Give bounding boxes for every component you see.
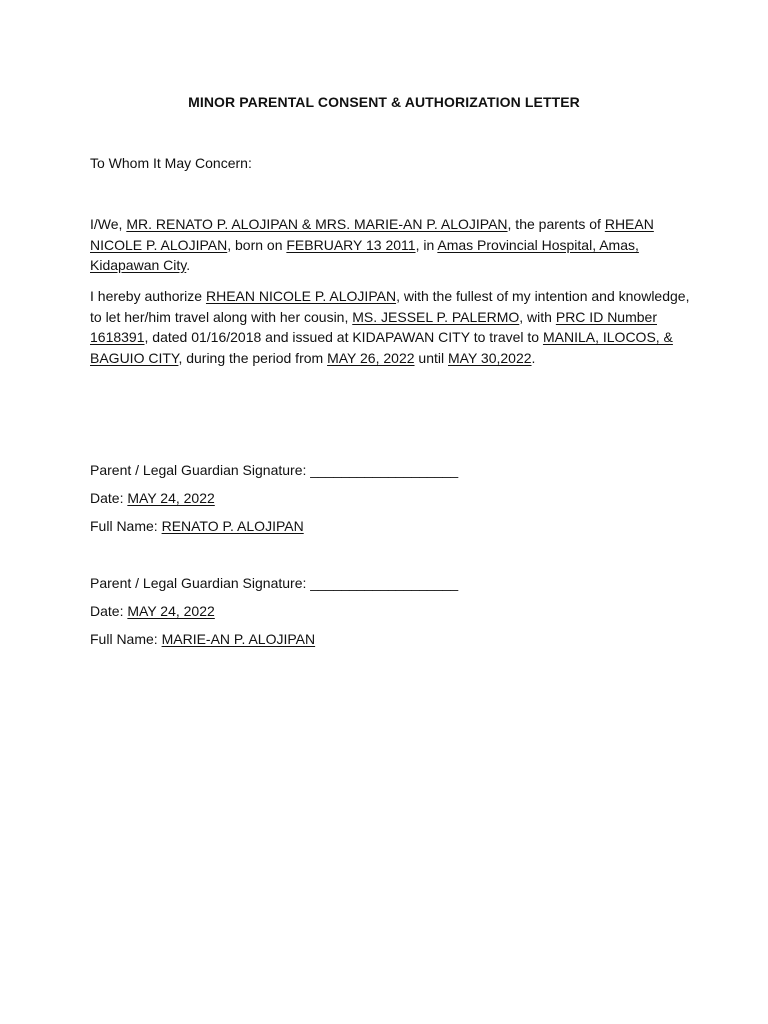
full-name-label: Full Name:: [90, 631, 162, 647]
paragraph-authorization: [90, 286, 690, 368]
signature-name-row: [90, 517, 690, 535]
prc-id: PRC ID Number 1618391: [90, 308, 657, 345]
p2-text5: until: [414, 349, 448, 366]
p2-text2: , with: [519, 308, 556, 325]
date-value: MAY 24, 2022: [127, 603, 215, 619]
p1-end: .: [186, 257, 191, 273]
birthplace: Amas Provincial Hospital, Amas, Kidapawan City: [90, 236, 639, 273]
parents-names: MR. RENATO P. ALOJIPAN & MRS. MARIE-AN P. ALOJIPAN: [126, 216, 508, 232]
signature-line: Parent / Legal Guardian Signature: ___________________: [90, 462, 459, 478]
child-name: RHEAN NICOLE P. ALOJIPAN: [205, 288, 397, 304]
full-name-value: MARIE-AN P. ALOJIPAN: [161, 631, 316, 647]
signature-name-row: [90, 630, 690, 648]
date-from: MAY 26, 2022: [327, 349, 415, 366]
date-to: MAY 30,2022: [447, 349, 532, 366]
document-title: MINOR PARENTAL CONSENT & AUTHORIZATION LETTER: [188, 94, 580, 110]
p1-prefix: I/We,: [90, 216, 127, 232]
birthdate: FEBRUARY 13 2011: [286, 236, 416, 253]
child-name: RHEAN NICOLE P. ALOJIPAN: [90, 216, 654, 253]
date-value: MAY 24, 2022: [127, 490, 215, 506]
companion-name: MS. JESSEL P. PALERMO: [352, 308, 520, 325]
signature-date-row: [90, 489, 690, 507]
signature-line: Parent / Legal Guardian Signature: ___________________: [90, 575, 459, 591]
p2-prefix: I hereby authorize: [90, 288, 206, 304]
p2-end: .: [531, 349, 536, 366]
p2-text4: , during the period from: [178, 349, 328, 366]
p1-text2: , born on: [227, 236, 287, 253]
p1-text1: , the parents of: [507, 216, 605, 232]
full-name-label: Full Name:: [90, 518, 162, 534]
date-label: Date:: [90, 490, 128, 506]
p2-text3: , dated 01/16/2018 and issued at KIDAPAWAN CITY to travel to: [144, 329, 543, 345]
p2-text1: , with the fullest of my intention and knowledge, to let her/him travel along with her cousin,: [90, 288, 690, 325]
date-label: Date:: [90, 603, 128, 619]
destination: MANILA, ILOCOS, & BAGUIO CITY: [90, 329, 673, 366]
salutation: To Whom It May Concern:: [90, 155, 252, 171]
full-name-value: RENATO P. ALOJIPAN: [161, 518, 304, 534]
paragraph-parents: [90, 214, 690, 276]
signature-date-row: [90, 602, 690, 620]
p1-text3: , in: [415, 236, 438, 253]
